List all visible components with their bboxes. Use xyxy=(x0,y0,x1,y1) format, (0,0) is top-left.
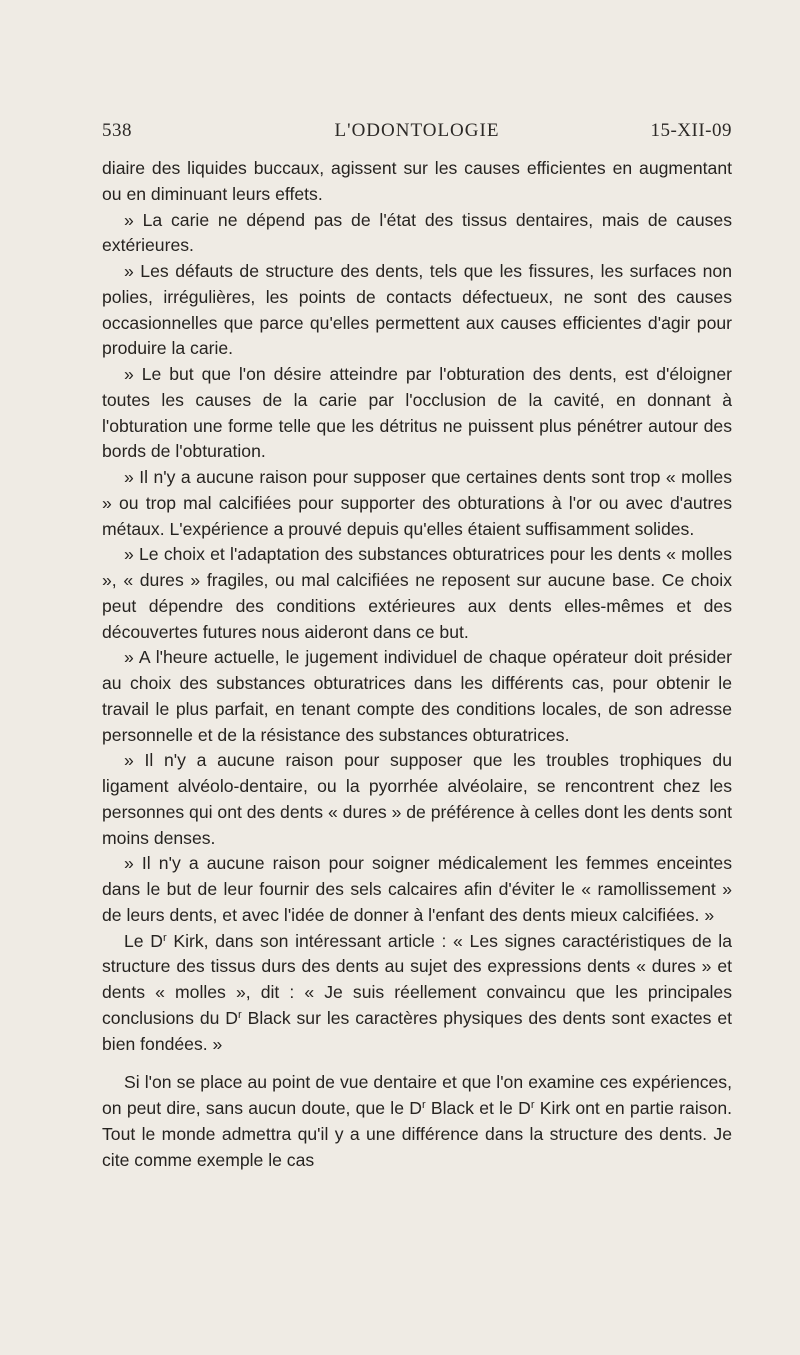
paragraph: » Il n'y a aucune raison pour supposer que les troubles trophiques du ligament alvéolo-dentaire, ou la pyorrhée alvéolaire, se rencontrent chez les personnes qui ont des dents « dures » de préférence à celles dont les dents sont moins denses. xyxy=(102,750,732,848)
journal-title: L'ODONTOLOGIE xyxy=(334,120,500,141)
paragraph: » A l'heure actuelle, le jugement individuel de chaque opérateur doit présider au choix des substances obturatrices dans les différents cas, pour obtenir le travail le plus parfait, en tenant compte des conditions locales, de son adresse personnelle et de la résistance des substances obturatrices. xyxy=(102,647,732,745)
paragraph-conclusion: Si l'on se place au point de vue dentaire et que l'on examine ces expériences, on peut dire, sans aucun doute, que le $D^r$ Black et le $D^r$ Kirk ont en partie raison. Tout le monde admettra qu'il y a une différence dans la structure des dents. Je cite comme exemple le cas xyxy=(102,1072,732,1170)
body-text xyxy=(102,156,732,1173)
paragraph: diaire des liquides buccaux, agissent sur les causes efficientes en augmentant ou en diminuant leurs effets. xyxy=(102,158,732,204)
running-header xyxy=(102,120,732,146)
paragraph: » Le but que l'on désire atteindre par l'obturation des dents, est d'éloigner toutes les causes de la carie par l'occlusion de la cavité, en donnant à l'obturation une forme telle que les détritus ne puissent plus pénétrer autour des bords de l'obturation. xyxy=(102,364,732,462)
paragraph: » Il n'y a aucune raison pour soigner médicalement les femmes enceintes dans le but de leur fournir des sels calcaires afin d'éviter le « ramollissement » de leurs dents, et avec l'idée de donner à l'enfant des dents mieux calcifiées. » xyxy=(102,853,732,925)
paragraph: » Le choix et l'adaptation des substances obturatrices pour les dents « molles », « dures » fragiles, ou mal calcifiées ne reposent sur aucune base. Ce choix peut dépendre des conditions extérieures aux dents elles-mêmes et des découvertes futures nous aideront dans ce but. xyxy=(102,544,732,642)
page-number: 538 xyxy=(102,120,132,141)
paragraph: » Les défauts de structure des dents, tels que les fissures, les surfaces non polies, irrégulières, les points de contacts défectueux, ne sont des causes occasionnelles que parce qu'elles permettent aux causes efficientes d'agir pour produire la carie. xyxy=(102,261,732,359)
paragraph: » Il n'y a aucune raison pour supposer que certaines dents sont trop « molles » ou trop mal calcifiées pour supporter des obturations à l'or ou avec d'autres métaux. L'expérience a prouvé depuis qu'elles étaient suffisamment solides. xyxy=(102,467,732,539)
issue-date: 15-XII-09 xyxy=(650,120,732,141)
paragraph-kirk-quote: Le $D^r$ Kirk, dans son intéressant article : « Les signes caractéristiques de la structure des tissus durs des dents au sujet des expressions dents « dures » et dents « molles », dit : « Je suis réellement convaincu que les principales conclusions du $D^r$ Black sur les caractères physiques des dents sont exactes et bien fondées. » xyxy=(102,930,732,1054)
paragraph: » La carie ne dépend pas de l'état des tissus dentaires, mais de causes extérieures. xyxy=(102,209,732,256)
